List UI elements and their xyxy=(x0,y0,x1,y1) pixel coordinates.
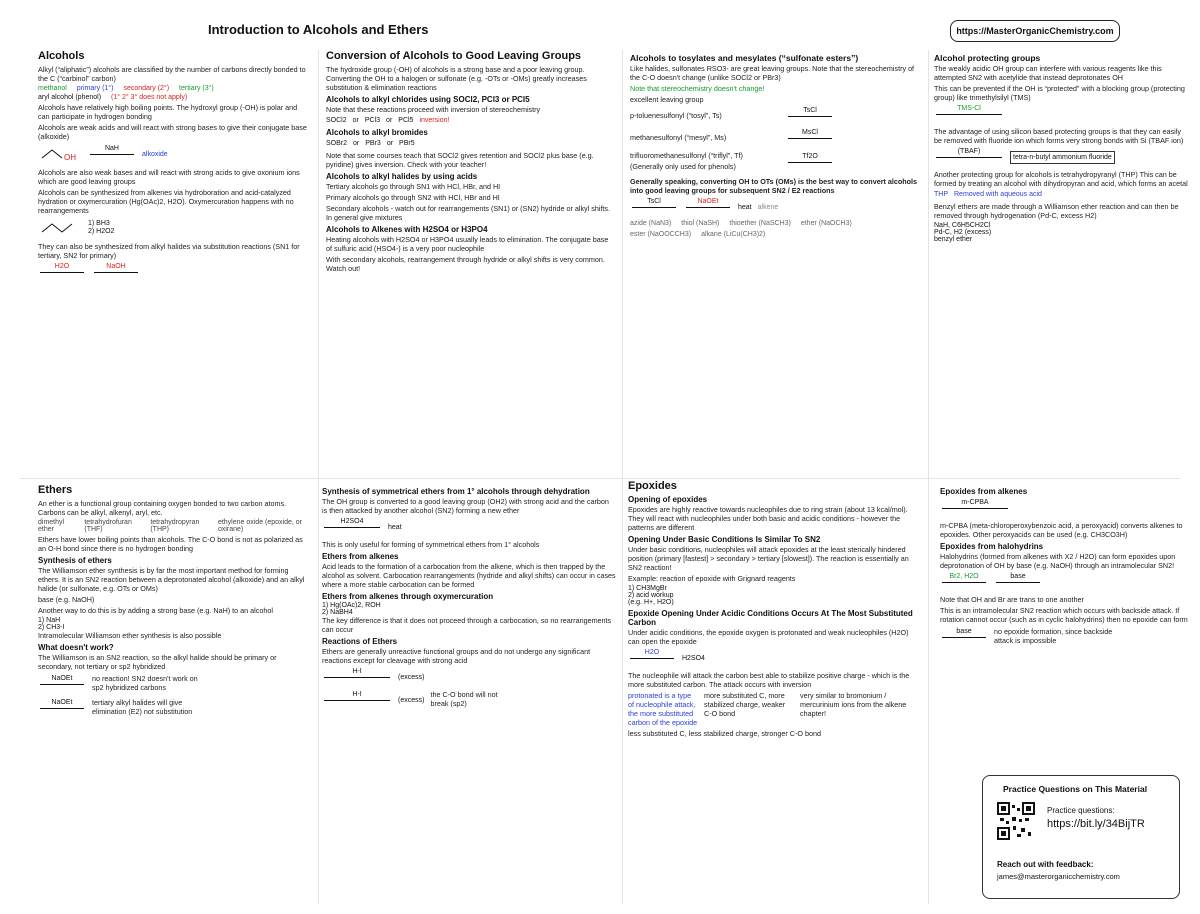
general-note: Generally speaking, converting OH to OTs (OMs) is the best way to convert alcohols into good leaving groups for subsequent SN2 / E2 reactions xyxy=(630,177,918,195)
cleavage-note: the C-O bond will not break (sp2) xyxy=(430,690,498,708)
aryl-label: aryl alcohol (phenol) xyxy=(38,94,102,101)
section-title: Ethers xyxy=(38,484,73,496)
benzyl-label: benzyl ether xyxy=(934,236,973,243)
practice-link[interactable]: https://bit.ly/34BijTR xyxy=(1047,818,1145,830)
excess-label: (excess) xyxy=(398,696,425,704)
symmetric-note: This is only useful for forming of symmetrical ethers from 1° alcohols xyxy=(322,540,540,549)
reagent: SOCl2 xyxy=(326,117,347,124)
reaction-arrow: NaH xyxy=(88,145,136,163)
reagent: 1) CH3MgBr xyxy=(628,585,667,592)
column-divider xyxy=(928,50,929,904)
reaction-arrow: H2SO4 xyxy=(322,518,382,536)
epoxide-intro: Epoxides are highly reactive towards nucleophiles due to ring strain (about 13 kcal/mol). They will react with nucleophiles under both basic and acidic conditions - however the patterns are different xyxy=(628,505,908,532)
reagent: PBr3 xyxy=(365,140,381,147)
hydroboration-reaction xyxy=(38,218,308,238)
reagent-note: (e.g. H+, H2O) xyxy=(628,599,674,606)
backside-note: This is an intramolecular SN2 reaction which occurs with backside attack. If rotation cannot occur (such as in cyclic halohydrins) then no epoxide can form xyxy=(940,606,1188,624)
feedback-label: Reach out with feedback: xyxy=(997,860,1094,869)
svg-text:OH: OH xyxy=(64,153,76,162)
epoxide-formation-section xyxy=(940,484,1190,769)
reaction-arrow: m-CPBA xyxy=(940,499,1010,517)
column-divider xyxy=(622,50,623,904)
subsection-title: Ethers from alkenes xyxy=(322,552,399,561)
reaction-arrow: TsCl xyxy=(786,107,834,125)
silicon-note: The advantage of using silicon based protecting groups is that they can easily be removed with fluoride ion which forms very strong bonds with Si (TBAF ion) xyxy=(934,127,1184,145)
protecting-section xyxy=(934,50,1190,475)
section-title: Alcohols to tosylates and mesylates (“sulfonate esters”) xyxy=(630,53,859,63)
ethers-intro: An ether is a functional group containing oxygen bonded to two carbon atoms. Carbons can be alkyl, alkenyl, aryl, etc. xyxy=(38,499,287,517)
practice-label: Practice questions: xyxy=(1047,806,1115,815)
protecting-intro: The weakly acidic OH group can interfere with various reagents like this attempted SN2 with acetylide that instead deprotonates OH xyxy=(934,64,1162,82)
s3-note: Secondary alcohols - watch out for rearrangements (SN1) or (SN2) hydride or alkyl shifts. In general give mixtures xyxy=(326,204,611,222)
s3-note: Primary alcohols go through SN2 with HCl, HBr and HI xyxy=(326,193,500,202)
reactions-note: Ethers are generally unreactive functional groups and do not undergo any significant reactions except for cleavage with strong acid xyxy=(322,647,591,665)
williamson-note: The Williamson ether synthesis is by far the most important method for forming ethers. It is an SN2 reaction between a deprotonated alcohol (alkoxide) and an alkyl halide (or sulfonate, e.g. OTs or OMs) xyxy=(38,566,305,593)
section-title: Alcohol protecting groups xyxy=(934,53,1041,63)
reagent: NaH, C6H5CH2Cl xyxy=(934,222,991,229)
thp-label: THP xyxy=(934,191,948,198)
subsection-title: Reactions of Ethers xyxy=(322,637,398,646)
class-label: primary (1°) xyxy=(76,85,114,92)
section-title: Conversion of Alcohols to Good Leaving Groups xyxy=(326,50,582,62)
conversion-section: Conversion of Alcohols to Good Leaving Groups The hydroxide group (-OH) of alcohols is a strong base and a poor leaving group. Converting the OH to a halogen or sulfonate (e.g. -OTs or -OMs) greatly increases substitution & elimination reactions Alcohols to alkyl chlorides using SOCl2, PCl3 or PCl5 Note that these reactions proceed with inversion of stereochemistry SOCl2 or PCl3 or PCl5 inversion! Alcohols to alkyl bromides SOBr2 or PBr3 or PBr5 Note that some courses teach that SOCl2 gives retention and SOCl2 plus base (e.g. pyridine) gives inversion. Check with your teacher! Alcohols to alkyl halides by using acids Tertiary alcohols go through SN1 with HCl, HBr, and HI Primary alcohols go through SN2 with HCl, HBr and HI Secondary alcohols - watch out for rearrangements (SN1) or (SN2) hydride or alkyl shifts. In general give mixtures Alcohols to Alkenes with H2SO4 or H3PO4 Heating alcohols with H2SO4 or H3PO4 usually leads to elimination. The conjugate base of sulfuric acid (HSO4-) is a very poor nucleophile With secondary alcohols, rearrangement through hydride or alkyl shifts is very common. Watch out! xyxy=(326,50,616,475)
no-epoxide-note: no epoxide formation, since backside attack is impossible xyxy=(994,627,1113,645)
removal-note: Removed with aqueous acid xyxy=(954,191,1042,198)
section-title: Alcohols xyxy=(38,50,85,62)
reagent: 2) H2O2 xyxy=(88,228,115,235)
section-title: Synthesis of symmetrical ethers from 1° alcohols through dehydration xyxy=(322,487,590,496)
alcohol-classes xyxy=(38,85,308,92)
conversion-intro: The hydroxide group (-OH) of alcohols is a strong base and a poor leaving group. Converting the OH to a halogen or sulfonate (e.g. -OTs or -OMs) greatly increases substitution & elimination reactions xyxy=(326,65,587,92)
s3-note: Tertiary alcohols go through SN1 with HCl, HBr, and HI xyxy=(326,182,501,191)
excess-label: (excess) xyxy=(398,673,425,681)
nucleophile-note: The nucleophile will attack the carbon best able to stabilize positive charge - which is the more substituted carbon. The attack occurs with inversion xyxy=(628,671,910,689)
qr-code-icon[interactable] xyxy=(997,802,1035,840)
reagent: PCl5 xyxy=(398,117,414,124)
stereo-note: Note that stereochemistry doesn't change! xyxy=(630,84,765,93)
deprotonation-reaction xyxy=(38,144,308,164)
tosylates-intro: Like halides, sulfonates RSO3- are great leaving groups. Note that the stereochemistry of the C-O doesn't change (unlike SOCl2 or PBr3) xyxy=(630,64,915,82)
example-label: dimethyl ether xyxy=(38,519,65,533)
symmetrical-section xyxy=(322,484,616,909)
alkoxide-label: alkoxide xyxy=(142,150,168,158)
boiling-note: Alcohols have relatively high boiling points. The hydroxyl group (-OH) is polar and can participate in hydrogen bonding xyxy=(38,103,298,121)
reagent: Pd-C, H2 (excess) xyxy=(934,229,992,236)
subsection-title: Synthesis of ethers xyxy=(38,556,112,565)
product-label: azide (NaN3) xyxy=(630,220,672,227)
subsection-title: Alcohols to alkyl bromides xyxy=(326,128,428,137)
alkene-label: alkene xyxy=(757,203,779,211)
reaction-arrow: Tf2O xyxy=(786,153,834,171)
ethers-section xyxy=(38,484,310,909)
reaction-arrow: (TBAF) xyxy=(934,148,1004,166)
strong-base-note: Another way to do this is by adding a strong base (e.g. NaH) to an alcohol xyxy=(38,606,273,615)
reaction-arrow: H2O xyxy=(38,263,86,281)
reagent: PCl3 xyxy=(364,117,381,124)
reagent: 2) NaBH4 xyxy=(322,609,353,616)
subsection-title: What doesn't work? xyxy=(38,643,114,652)
page-title: Introduction to Alcohols and Ethers xyxy=(208,22,429,37)
substituted-note: more substituted C, more stabilized charge, weaker C-O bond xyxy=(704,691,786,718)
reaction-arrow: base xyxy=(994,573,1042,591)
reaction-arrow: H-I xyxy=(322,691,392,709)
product-label: thiol (NaSH) xyxy=(681,220,720,227)
feedback-email[interactable]: james@masterorganicchemistry.com xyxy=(997,872,1120,881)
base-note: base (e.g. NaOH) xyxy=(38,595,95,604)
alkene-ether-note: Acid leads to the formation of a carbocation from the alkene, which is then trapped by the alcohol as solvent. Carbocation rearrangements (hydride and alkyl shifts) can occur in cases where a more stable carbocation can be formed xyxy=(322,562,616,589)
class-label: secondary (2°) xyxy=(123,85,170,92)
class-label: tertiary (3°) xyxy=(179,85,214,92)
product-label: ether (NaOCH3) xyxy=(800,220,852,227)
heat-label: heat xyxy=(388,523,402,531)
reagent: PBr5 xyxy=(399,140,415,147)
subsection-title: Epoxide Opening Under Acidic Conditions Occurs At The Most Substituted Carbon xyxy=(628,609,913,627)
product-label: alkane (LiCu(CH3)2) xyxy=(701,231,766,238)
product-list xyxy=(630,220,922,238)
reagent: 1) NaH xyxy=(38,617,61,624)
mcpba-note: m-CPBA (meta-chloroperoxybenzoic acid, a peroxyacid) converts alkenes to epoxides. Other peroxyacids can be used (e.g. CH3CO3H) xyxy=(940,521,1183,539)
tbaf-label: tetra-n-butyl ammonium fluoride xyxy=(1010,151,1115,164)
reagent: SOBr2 xyxy=(326,140,348,147)
benzyl-note: Benzyl ethers are made through a Williamson ether reaction and can then be removed through hydrogenation (Pd-C, excess H2) xyxy=(934,202,1179,220)
row-divider xyxy=(20,478,1180,479)
alkene-structure xyxy=(38,218,82,238)
reagent: 2) acid workup xyxy=(628,592,674,599)
reaction-arrow: TMS-Cl xyxy=(934,105,1004,123)
thp-note: Another protecting group for alcohols is tetrahydropyranyl (THP) This can be formed by treating an alcohol with dihydropyran and acid, which forms an acetal xyxy=(934,170,1188,188)
subsection-title: Opening Under Basic Conditions Is Similar To SN2 xyxy=(628,535,821,544)
basicity-note: Alcohols are also weak bases and will react with strong acids to give oxonium ions which are good leaving groups xyxy=(38,168,300,186)
leaving-group-label: excellent leaving group xyxy=(630,95,704,104)
acidic-note: Under acidic conditions, the epoxide oxygen is protonated and weak nucleophiles (H2O) can open the epoxide xyxy=(628,628,909,646)
epoxides-section xyxy=(628,480,922,908)
reaction-arrow: NaOEt xyxy=(38,675,86,693)
site-link[interactable]: https://MasterOrganicChemistry.com xyxy=(950,20,1120,42)
alcohol-structure xyxy=(38,144,82,164)
basic-note: Under basic conditions, nucleophiles will attack epoxides at the least sterically hindered position (primary [fastest] > secondary > tertiary [slowest]). The reaction is essentially an SN2 reaction! xyxy=(628,545,909,572)
example-label: tetrahydropyran (THP) xyxy=(150,519,200,533)
less-substituted-note: less substituted C, less stabilized charge, stronger C-O bond xyxy=(628,729,821,738)
example-label: ethylene oxide (epoxide, or oxirane) xyxy=(217,519,302,533)
practice-box xyxy=(982,775,1180,899)
subsection-title: Opening of epoxides xyxy=(628,495,708,504)
section-title: Epoxides xyxy=(628,480,677,492)
reaction-arrow: H2O xyxy=(628,649,676,667)
trans-note: Note that OH and Br are trans to one another xyxy=(940,595,1084,604)
subsection-title: Epoxides from halohydrins xyxy=(940,542,1044,551)
example-label: tetrahydrofuran (THF) xyxy=(84,519,132,533)
synthesis-note: Alcohols can be synthesized from alkenes via hydroboration and acid-catalyzed hydration or oxymercuration (Hg(OAc)2, H2O). Oxymercuration happens with no rearrangements xyxy=(38,188,294,215)
heat-label: heat xyxy=(738,203,752,211)
ether-examples xyxy=(38,519,310,533)
column-divider xyxy=(318,50,319,904)
oxymercuration-note: The key difference is that it does not proceed through a carbocation, so no rearrangements can occur xyxy=(322,616,612,634)
halide-note: They can also be synthesized from alkyl halides via substitution reactions (SN1 for tertiary, SN2 for primary) xyxy=(38,242,300,260)
product-label: thioether (NaSCH3) xyxy=(729,220,791,227)
acidity-note: Alcohols are weak acids and will react with strong bases to give their conjugate base (alkoxide) xyxy=(38,123,307,141)
inversion-label: inversion! xyxy=(419,117,450,124)
reaction-arrow: NaOEt xyxy=(684,198,732,216)
tosylates-section xyxy=(630,50,922,475)
subsection-title: Alcohols to alkyl halides by using acids xyxy=(326,172,478,181)
triflyl-label: trifluoromethanesulfonyl (“triflyl”, Tf) xyxy=(630,151,743,160)
limits-note: The Williamson is an SN2 reaction, so the alkyl halide should be primary or secondary, not tertiary or sp2 hybridized xyxy=(38,653,277,671)
s1-note: Note that these reactions proceed with inversion of stereochemistry xyxy=(326,105,541,114)
mesyl-label: methanesulfonyl (“mesyl”, Ms) xyxy=(630,132,727,142)
s4-note: With secondary alcohols, rearrangement through hydride or alkyl shifts is very common. Watch out! xyxy=(326,255,605,273)
subsection-title: Alcohols to Alkenes with H2SO4 or H3PO4 xyxy=(326,225,488,234)
alcohols-section xyxy=(38,50,308,475)
reaction-arrow: Br2, H2O xyxy=(940,573,988,591)
subsection-title: Epoxides from alkenes xyxy=(940,487,1028,496)
elimination-note: tertiary alkyl halides will give elimination (E2) not substitution xyxy=(92,698,193,716)
halohydrin-note: Halohydrins (formed from alkenes with X2 / H2O) can form epoxides upon deprotonation of OH by base (e.g. NaOH) through an intramolecular SN2! xyxy=(940,552,1176,570)
reaction-arrow: base xyxy=(940,628,988,646)
s4-note: Heating alcohols with H2SO4 or H3PO4 usually leads to elimination. The conjugate base of sulfuric acid (HSO4-) is a very poor nucleophile xyxy=(326,235,609,253)
grignard-note: Example: reaction of epoxide with Grignard reagents xyxy=(628,574,796,583)
reaction-arrow: NaOEt xyxy=(38,699,86,717)
aryl-note: (1° 2° 3° does not apply) xyxy=(111,94,188,101)
s2-note: Note that some courses teach that SOCl2 gives retention and SOCl2 plus base (e.g. pyridine) gives inversion. Check with your teacher! xyxy=(326,151,594,169)
reagent: 1) BH3 xyxy=(88,220,110,227)
protecting-note: This can be prevented if the OH is “protected” with a blocking group (protecting group) like trimethylsilyl (TMS) xyxy=(934,84,1185,102)
triflyl-note: (Generally only used for phenols) xyxy=(630,162,736,171)
subsection-title: Alcohols to alkyl chlorides using SOCl2, PCl3 or PCl5 xyxy=(326,95,530,104)
practice-title: Practice Questions on This Material xyxy=(1003,784,1148,794)
bromonium-note: very similar to bromonium / mercurinium ions from the alkene chapter! xyxy=(800,691,907,718)
reagent: 2) CH3-I xyxy=(38,624,65,631)
reaction-arrow: TsCl xyxy=(630,198,678,216)
class-label: methanol xyxy=(38,85,67,92)
subsection-title: Ethers from alkenes through oxymercuration xyxy=(322,592,494,601)
product-label: ester (NaOOCCH3) xyxy=(630,231,692,238)
alcohols-intro: Alkyl (“aliphatic”) alcohols are classified by the number of carbons directly bonded to the C (“carbinol” carbon) xyxy=(38,65,306,83)
tosyl-label: p-toluenesulfonyl (“tosyl”, Ts) xyxy=(630,110,722,120)
dehydration-note: The OH group is converted to a good leaving group (OH2) with strong acid and the carbon is then attacked by another alcohol (SN2) forming a new ether xyxy=(322,497,609,515)
no-reaction-note: no reaction! SN2 doesn't work on sp2 hybridized carbons xyxy=(92,674,198,692)
intramolecular-note: Intramolecular Williamson ether synthesis is also possible xyxy=(38,631,222,640)
reaction-arrow: MsCl xyxy=(786,129,834,147)
boiling-note: Ethers have lower boiling points than alcohols. The C-O bond is not as polarized as an O-H bond since there is no hydrogen bonding xyxy=(38,535,303,553)
reaction-arrow: H-I xyxy=(322,668,392,686)
attack-note: protonated is a type of nucleophile attack, the more substituted carbon of the epoxide xyxy=(628,691,698,727)
reagent: H2SO4 xyxy=(682,654,705,662)
reaction-arrow: NaOH xyxy=(92,263,140,281)
reagent: 1) Hg(OAc)2, ROH xyxy=(322,602,381,609)
